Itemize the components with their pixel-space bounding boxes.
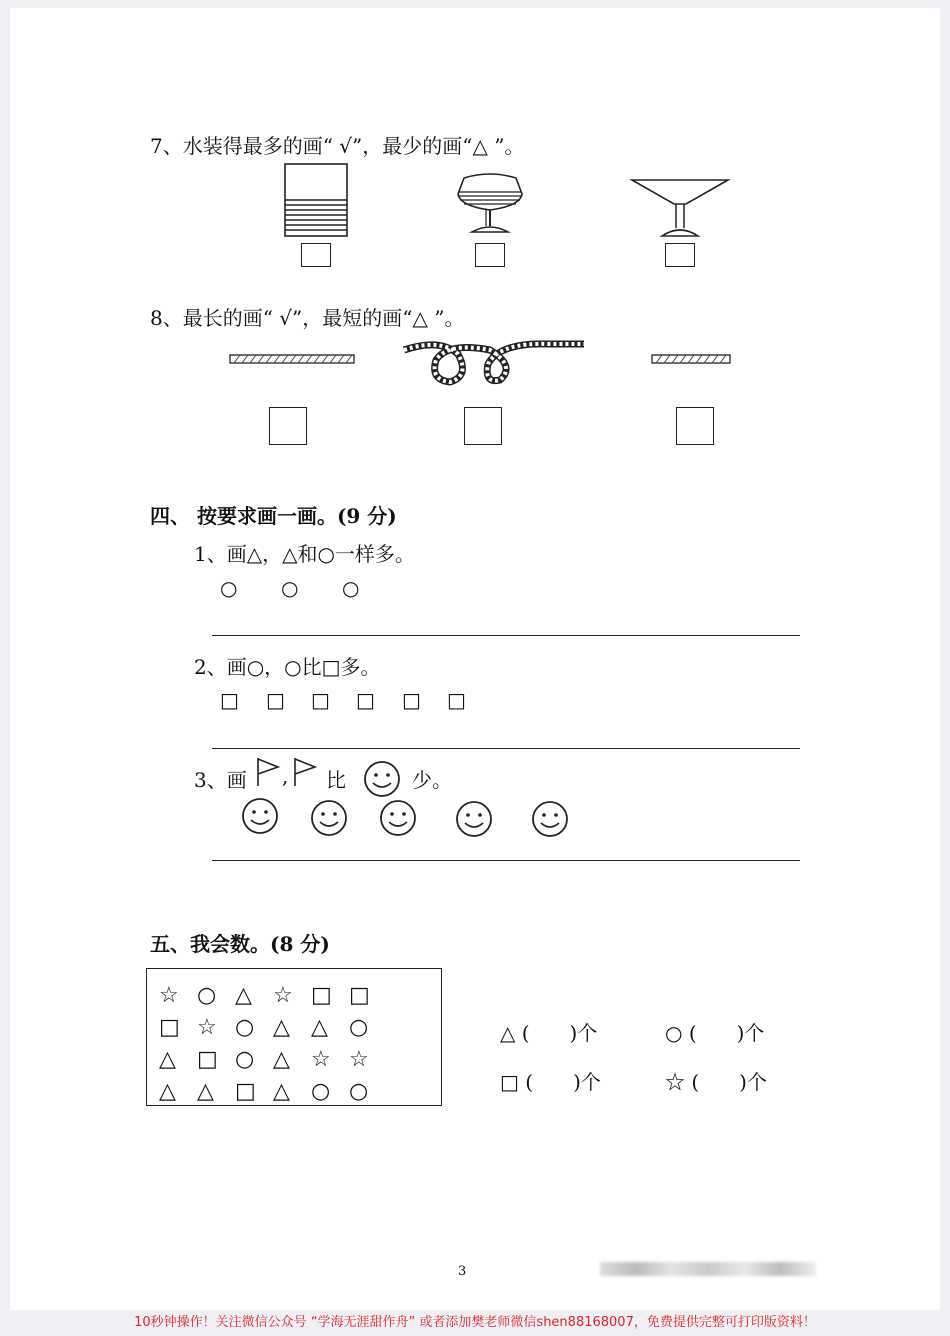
- q7-answer-box-2[interactable]: [475, 243, 505, 267]
- q8-answer-box-2[interactable]: [464, 407, 502, 445]
- square-shape: □: [356, 688, 375, 712]
- cocktail-glass-illustration: [628, 176, 732, 240]
- shape-count-grid: [146, 968, 442, 1106]
- circle-shape: ○: [281, 576, 299, 600]
- flag-icon: [254, 756, 282, 788]
- grid-cell: △: [273, 1079, 290, 1104]
- grid-cell: ○: [311, 1079, 331, 1104]
- grid-cell: △: [159, 1047, 176, 1072]
- count-shape: ○: [665, 1021, 683, 1045]
- s4-q3-comma: ,: [282, 764, 289, 788]
- s4-q3-text-a: 3、画: [194, 768, 247, 792]
- blurred-watermark: [600, 1262, 816, 1276]
- smiley-face-icon: [362, 759, 402, 799]
- q7-answer-box-1[interactable]: [301, 243, 331, 267]
- promo-footer: 10秒钟操作！关注微信公众号 “学海无涯甜作舟” 或者添加樊老师微信shen88168007，免费提供完整可打印版资料！: [134, 1315, 816, 1330]
- count-shape: △: [500, 1021, 516, 1045]
- grid-cell: □: [235, 1079, 256, 1104]
- count-blank[interactable]: ( )个: [691, 1070, 767, 1094]
- s4-q1-text: 1、画△，△和○一样多。: [194, 542, 415, 566]
- grid-cell: △: [235, 983, 252, 1008]
- s4-q1-answer-line[interactable]: [212, 635, 800, 636]
- grid-cell: △: [273, 1015, 290, 1040]
- grid-cell: △: [159, 1079, 176, 1104]
- s4-q2-text: 2、画○，○比□多。: [194, 655, 381, 679]
- grid-cell: ☆: [349, 1047, 369, 1072]
- flag-icon: [291, 756, 319, 788]
- q8-answer-box-1[interactable]: [269, 407, 307, 445]
- square-shape: □: [311, 688, 330, 712]
- bowl-glass-illustration: [450, 170, 530, 242]
- count-square: [500, 1066, 601, 1095]
- count-shape: ☆: [665, 1070, 685, 1094]
- grid-cell: △: [311, 1015, 328, 1040]
- grid-cell: ☆: [159, 983, 179, 1008]
- grid-cell: □: [349, 983, 370, 1008]
- medium-rope-illustration: [228, 352, 356, 366]
- grid-cell: ○: [235, 1047, 255, 1072]
- q8-answer-box-3[interactable]: [676, 407, 714, 445]
- smiley-face-icon: [530, 799, 572, 839]
- section-4-title: 四、 按要求画一画。(9 分): [150, 504, 397, 528]
- grid-cell: ○: [197, 983, 217, 1008]
- q7-text: 7、水装得最多的画“ √”，最少的画“△ ”。: [150, 134, 525, 158]
- q8-text: 8、最长的画“ √”，最短的画“△ ”。: [150, 306, 465, 330]
- square-shape: □: [447, 688, 466, 712]
- grid-cell: □: [197, 1047, 218, 1072]
- s4-q2-answer-line[interactable]: [212, 748, 800, 749]
- count-circle: [665, 1017, 764, 1046]
- circle-shape: ○: [342, 576, 360, 600]
- grid-row: [159, 983, 387, 1008]
- grid-row: [159, 1079, 387, 1104]
- grid-cell: ☆: [197, 1015, 217, 1040]
- count-blank[interactable]: ( )个: [525, 1070, 601, 1094]
- q7-answer-box-3[interactable]: [665, 243, 695, 267]
- count-triangle: [500, 1017, 597, 1046]
- short-rope-illustration: [650, 352, 732, 366]
- looped-rope-illustration: [400, 336, 590, 388]
- count-star: [665, 1066, 767, 1095]
- grid-cell: ☆: [273, 983, 293, 1008]
- grid-cell: □: [159, 1015, 180, 1040]
- grid-cell: ○: [235, 1015, 255, 1040]
- grid-cell: ○: [349, 1079, 369, 1104]
- smiley-face-icon: [309, 798, 351, 838]
- grid-row: [159, 1047, 387, 1072]
- grid-cell: △: [197, 1079, 214, 1104]
- grid-cell: ○: [349, 1015, 369, 1040]
- grid-cell: □: [311, 983, 332, 1008]
- section-5-title: 五、我会数。(8 分): [150, 932, 330, 956]
- tall-glass-illustration: [275, 160, 355, 238]
- s4-q3-compare-word: 比: [326, 768, 346, 792]
- circle-shape: ○: [220, 576, 238, 600]
- square-shape: □: [220, 688, 239, 712]
- smiley-face-icon: [378, 798, 420, 838]
- count-shape: □: [500, 1070, 519, 1094]
- square-shape: □: [402, 688, 421, 712]
- page-number: 3: [458, 1264, 467, 1279]
- grid-cell: ☆: [311, 1047, 331, 1072]
- s4-q3-text-end: 少。: [412, 768, 452, 792]
- count-blank[interactable]: ( )个: [521, 1021, 598, 1045]
- s4-q3-answer-line[interactable]: [212, 860, 800, 861]
- grid-cell: △: [273, 1047, 290, 1072]
- count-blank[interactable]: ( )个: [688, 1021, 765, 1045]
- grid-row: [159, 1015, 387, 1040]
- smiley-face-icon: [454, 799, 496, 839]
- square-shape: □: [266, 688, 285, 712]
- smiley-face-icon: [240, 796, 282, 836]
